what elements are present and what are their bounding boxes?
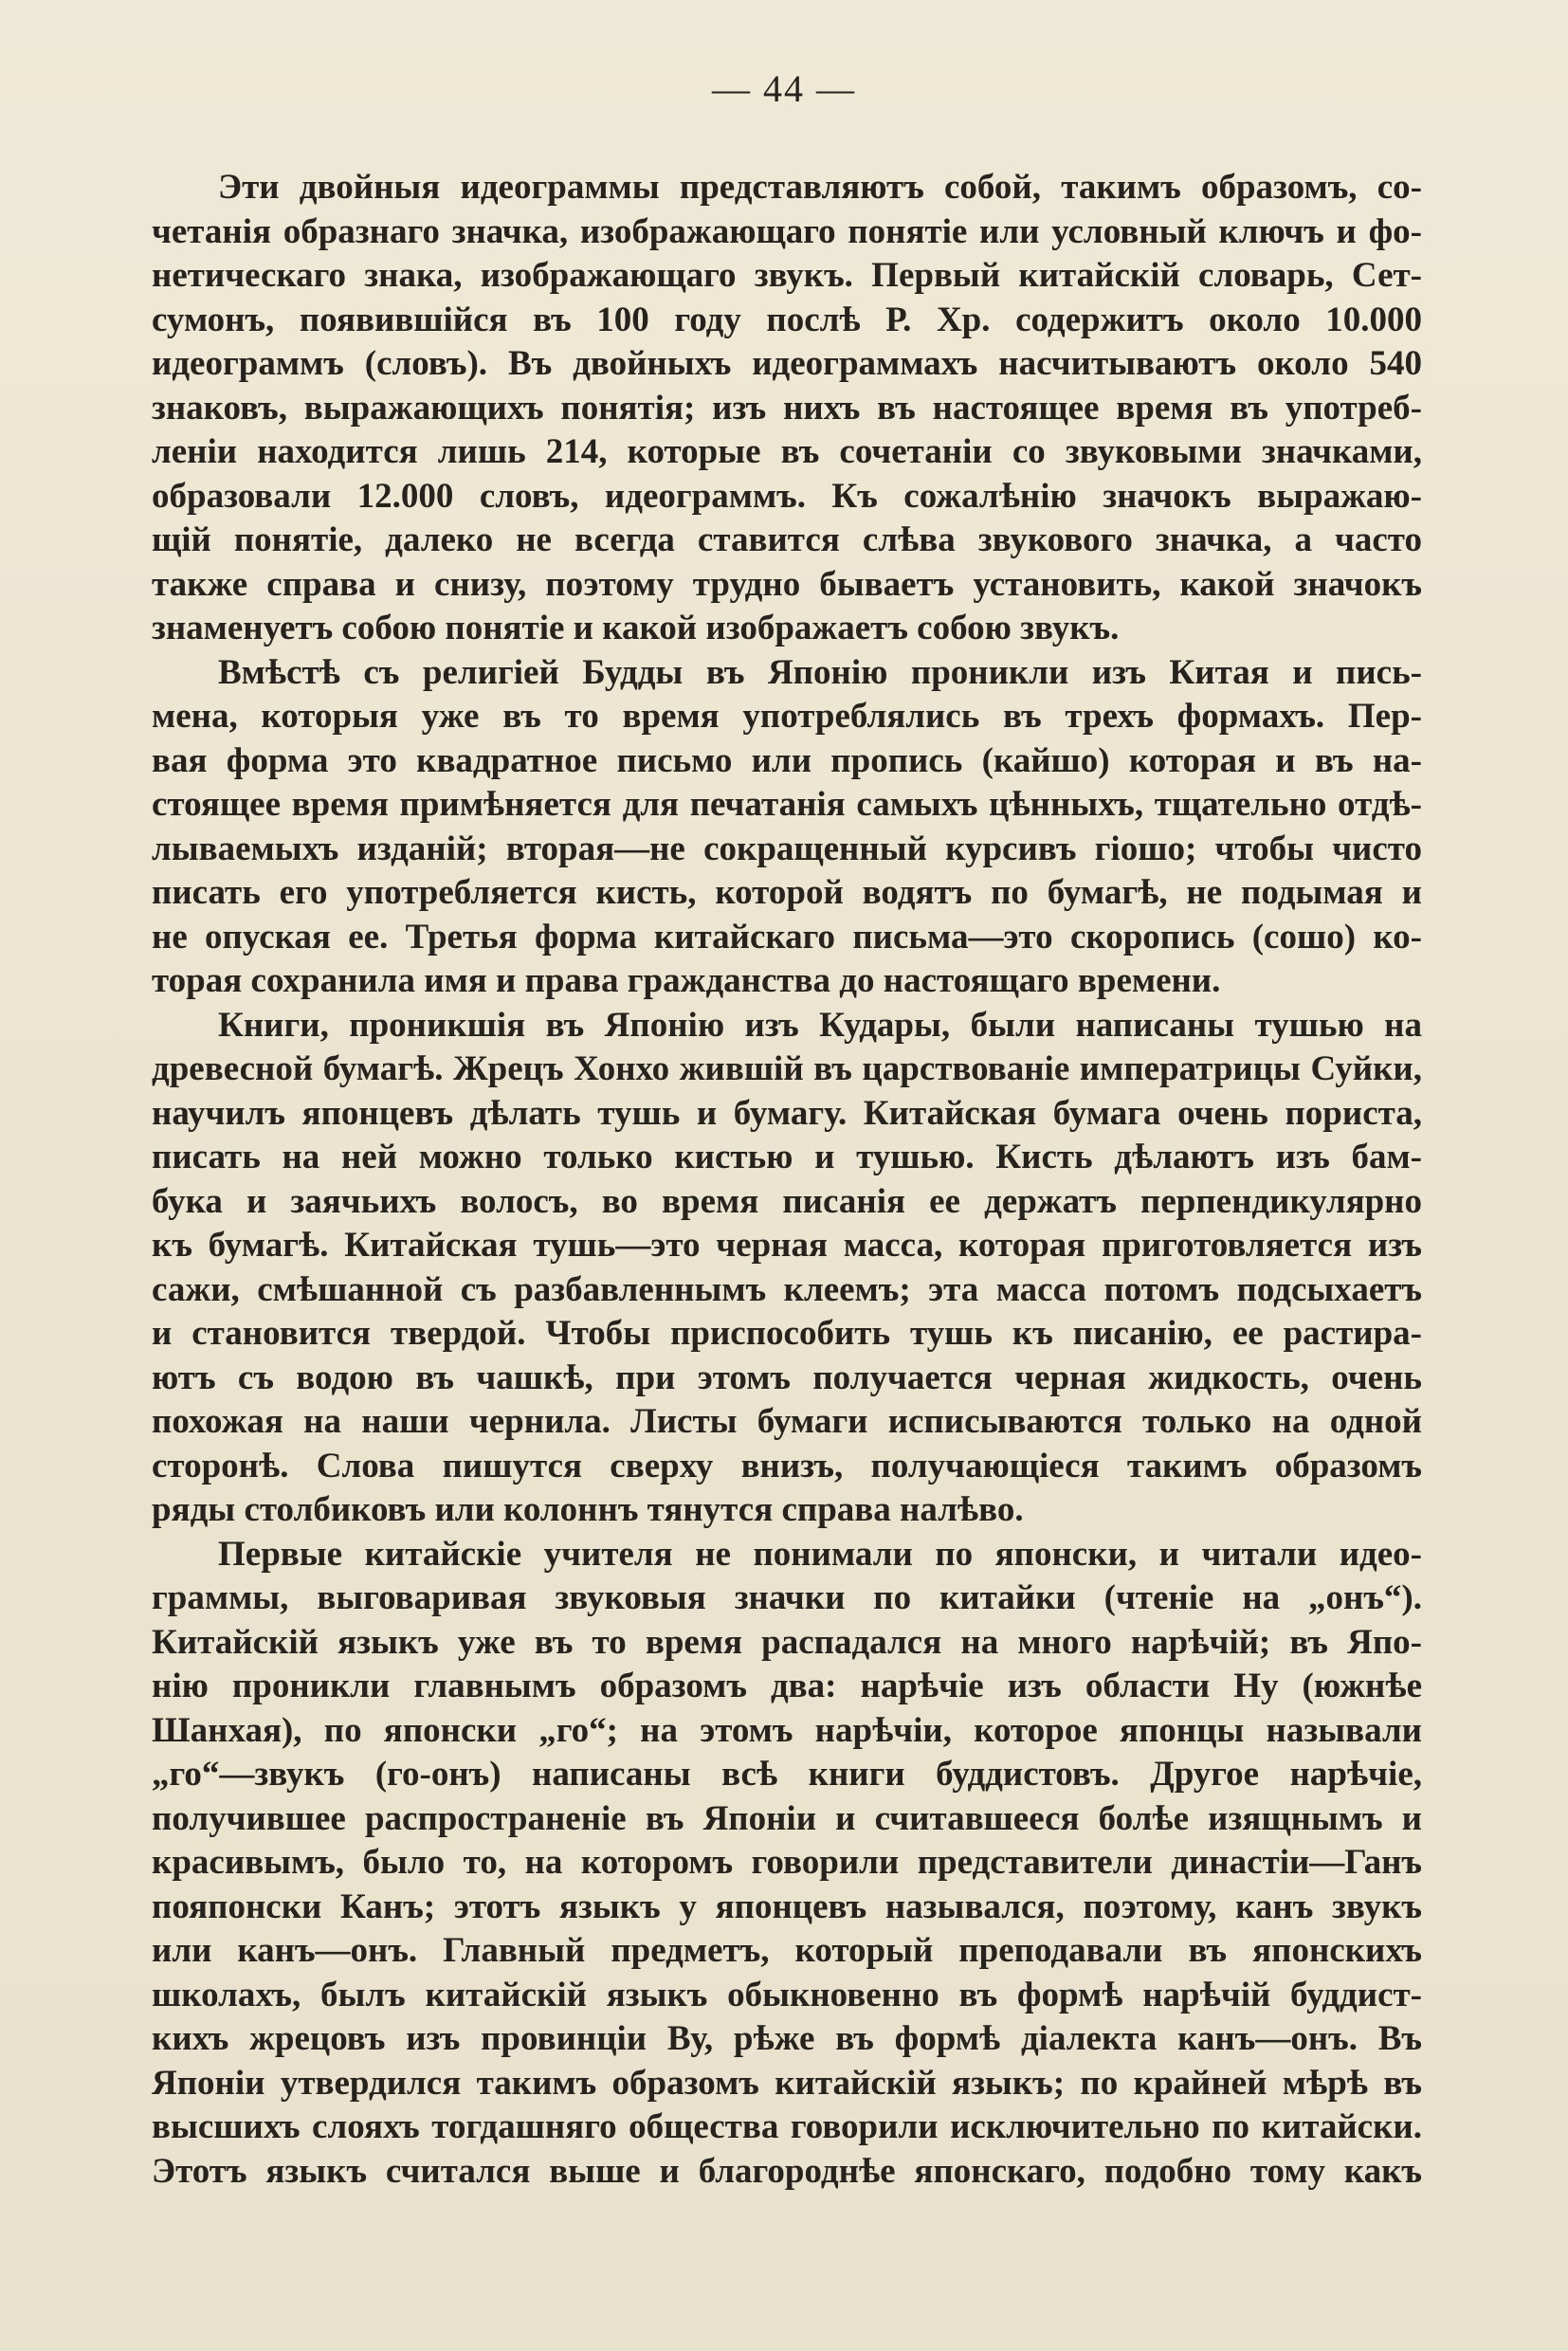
text-line: Эти двойныя идеограммы представляютъ собой, такимъ образомъ, со- (218, 168, 1422, 207)
text-line: знаковъ, выражающихъ понятія; изъ нихъ въ настоящее время въ употреб- (152, 388, 1422, 428)
text-line: Книги, проникшія въ Японію изъ Кудары, были написаны тушью на (218, 1005, 1422, 1045)
text-line: похожая на наши чернила. Листы бумаги исписываются только на одной (152, 1402, 1422, 1441)
page-body-text (152, 166, 1422, 2194)
text-line: писать его употребляется кисть, которой водятъ по бумагѣ, не подымая и (152, 873, 1422, 912)
text-line: Японіи утвердился такимъ образомъ китайскій языкъ; по крайней мѣрѣ въ (152, 2063, 1422, 2103)
text-line: ряды столбиковъ или колоннъ тянутся справа налѣво. (152, 1490, 1024, 1529)
text-line: сторонѣ. Слова пишутся сверху внизъ, получающіеся такимъ образомъ (152, 1446, 1422, 1485)
text-line: сумонъ, появившійся въ 100 году послѣ Р. Хр. содержитъ около 10.000 (152, 300, 1422, 339)
text-line: красивымъ, было то, на которомъ говорили представители династіи—Ганъ (152, 1843, 1422, 1882)
text-line: пояпонски Канъ; этотъ языкъ у японцевъ назывался, поэтому, канъ звукъ (152, 1886, 1422, 1926)
text-line: ютъ съ водою въ чашкѣ, при этомъ получается черная жидкость, очень (152, 1358, 1422, 1397)
text-line: древесной бумагѣ. Жрецъ Хонхо жившій въ царствованіе императрицы Суйки, (152, 1049, 1422, 1088)
text-line: граммы, выговаривая звуковыя значки по китайки (чтеніе на „онъ“). (152, 1578, 1422, 1617)
text-line: знаменуетъ собою понятіе и какой изображаетъ собою звукъ. (152, 609, 1120, 647)
text-line: нію проникли главнымъ образомъ два: нарѣчіе изъ области Ну (южнѣе (152, 1667, 1422, 1705)
text-line: или канъ—онъ. Главный предметъ, который преподавали въ японскихъ (152, 1931, 1422, 1970)
text-line: кихъ жрецовъ изъ провинціи Ву, рѣже въ формѣ діалекта канъ—онъ. Въ (152, 2019, 1422, 2058)
text-line: лываемыхъ изданій; вторая—не сокращенный курсивъ гіошо; чтобы чисто (152, 829, 1422, 868)
text-line: къ бумагѣ. Китайская тушь—это черная масса, которая приготовляется изъ (152, 1226, 1422, 1265)
text-line: бука и заячьихъ волосъ, во время писанія ее держатъ перпендикулярно (152, 1181, 1422, 1221)
text-line: научилъ японцевъ дѣлать тушь и бумагу. Китайская бумага очень пориста, (152, 1093, 1422, 1133)
text-line: сажи, смѣшанной съ разбавленнымъ клеемъ; эта масса потомъ подсыхаетъ (152, 1269, 1422, 1309)
text-line: не опуская ее. Третья форма китайскаго письма—это скоропись (сошо) ко- (152, 917, 1422, 957)
text-line: стоящее время примѣняется для печатанія самыхъ цѣнныхъ, тщательно отдѣ- (152, 785, 1422, 824)
page-number: — 44 — (712, 67, 856, 110)
text-line: идеограммъ (словъ). Въ двойныхъ идеограммахъ насчитываютъ около 540 (152, 344, 1422, 383)
text-line: Вмѣстѣ съ религіей Будды въ Японію проникли изъ Китая и пись- (218, 652, 1422, 692)
text-line: вая форма это квадратное письмо или пропись (кайшо) которая и въ на- (152, 740, 1422, 780)
text-line: и становится твердой. Чтобы приспособить тушь къ писанію, ее растира- (152, 1314, 1422, 1353)
text-line: четанія образнаго значка, изображающаго понятіе или условный ключъ и фо- (152, 211, 1422, 251)
text-line: школахъ, былъ китайскій языкъ обыкновенно въ формѣ нарѣчій буддист- (152, 1975, 1422, 2014)
text-line: также справа и снизу, поэтому трудно бываетъ установить, какой значокъ (152, 564, 1422, 604)
text-line: нетическаго знака, изображающаго звукъ. Первый китайскій словарь, Сет- (152, 256, 1422, 295)
text-line: леніи находится лишь 214, которые въ сочетаніи со звуковыми значками, (152, 432, 1422, 471)
text-line: высшихъ слояхъ тогдашняго общества говорили исключительно по китайски. (152, 2107, 1422, 2146)
text-line: торая сохранила имя и права гражданства до настоящаго времени. (152, 961, 1221, 1000)
text-line: Китайскій языкъ уже въ то время распадался на много нарѣчій; въ Япо- (152, 1622, 1422, 1662)
text-line: щій понятіе, далеко не всегда ставится слѣва звукового значка, а часто (152, 520, 1422, 559)
text-line: мена, которыя уже въ то время употреблялись въ трехъ формахъ. Пер- (152, 697, 1422, 736)
text-line: Шанхая), по японски „го“; на этомъ нарѣчіи, которое японцы называли (152, 1710, 1422, 1750)
text-line: Первые китайскіе учителя не понимали по японски, и читали идео- (218, 1534, 1422, 1574)
text-line: „го“—звукъ (го-онъ) написаны всѣ книги буддистовъ. Другое нарѣчіе, (152, 1755, 1422, 1794)
text-line: Этотъ языкъ считался выше и благороднѣе японскаго, подобно тому какъ (152, 2151, 1422, 2191)
text-line: писать на ней можно только кистью и тушью. Кисть дѣлаютъ изъ бам- (152, 1138, 1422, 1176)
text-line: образовали 12.000 словъ, идеограммъ. Къ сожалѣнію значокъ выражаю- (152, 476, 1422, 516)
text-line: получившее распространеніе въ Японіи и считавшееся болѣе изящнымъ и (152, 1798, 1422, 1838)
